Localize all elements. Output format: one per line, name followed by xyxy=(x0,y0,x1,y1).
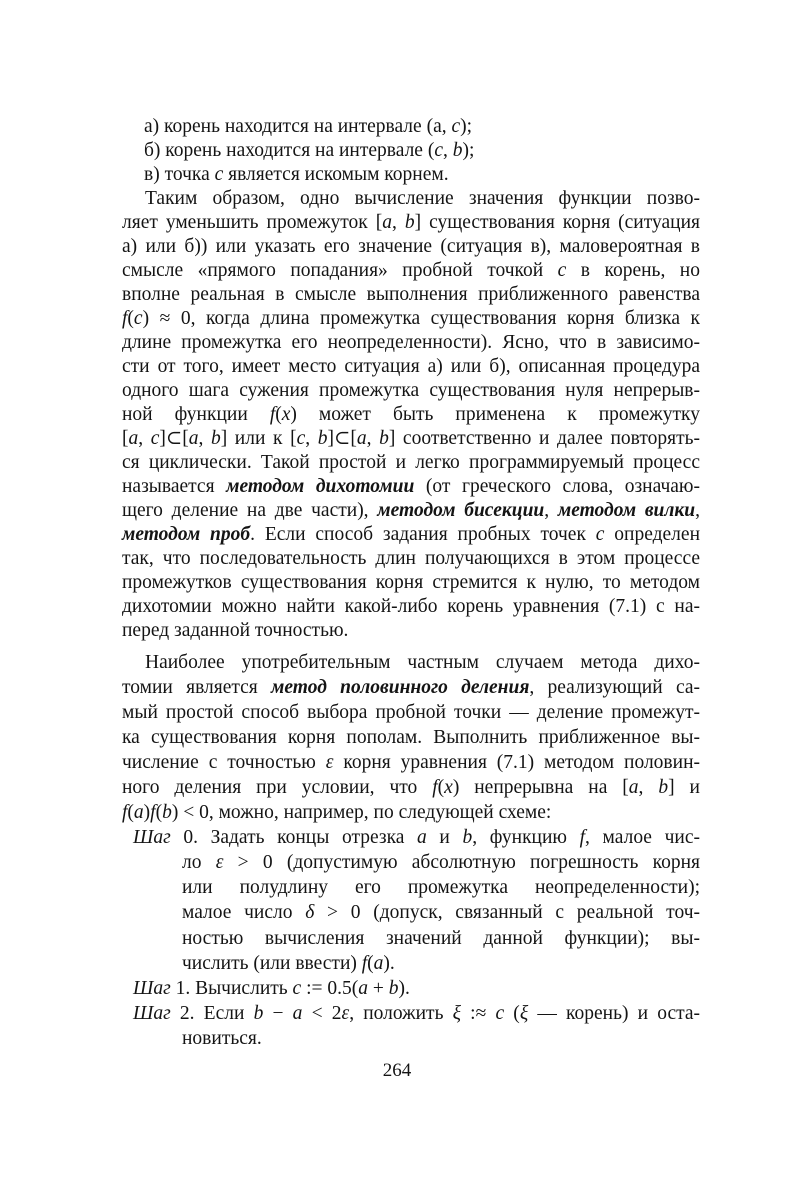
text-line xyxy=(122,355,700,379)
math-symbol: b xyxy=(462,827,473,849)
text-run: Таким образом, одно вычисление значения функции позво- xyxy=(145,188,700,209)
text-run: , xyxy=(138,428,151,449)
text-line xyxy=(122,427,700,451)
text-run: смысле «прямого попадания» пробной точкой xyxy=(122,260,558,281)
text-run: малое число xyxy=(182,902,306,924)
math-symbol: a xyxy=(373,952,384,974)
text-run: ( xyxy=(127,308,134,329)
text-run: < 2 xyxy=(302,1002,342,1024)
text-line xyxy=(122,775,700,800)
text-line xyxy=(122,523,700,547)
text-run: := 0.5( xyxy=(301,977,359,999)
text-run: 2. Если xyxy=(170,1002,254,1024)
text-run: ка существования корня пополам. Выполнить приближенное вы- xyxy=(122,727,700,749)
text-run: в корень, но xyxy=(566,260,700,281)
text-line xyxy=(122,800,700,825)
math-symbol: b xyxy=(452,140,463,161)
text-run: , xyxy=(443,140,453,161)
text-run: ); xyxy=(462,140,475,161)
math-symbol: f xyxy=(269,404,276,425)
text-line xyxy=(122,163,700,187)
math-symbol: f xyxy=(361,952,368,974)
text-run: сти от того, имеет место ситуация а) или б), описанная процедура xyxy=(122,356,700,377)
math-symbol: b xyxy=(379,428,389,449)
text-line xyxy=(122,211,700,235)
text-run: , малое чис- xyxy=(585,827,700,849)
text-run: , xyxy=(305,428,318,449)
text-run: и xyxy=(426,827,463,849)
text-run: , положить xyxy=(349,1002,453,1024)
text-run: , xyxy=(544,500,558,521)
text-run: ( xyxy=(155,802,163,824)
text-run: ] существования корня (ситуация xyxy=(414,212,700,233)
text-line xyxy=(122,451,700,475)
text-line xyxy=(122,675,700,700)
math-symbol: ξ xyxy=(519,1002,529,1024)
emphasized-term: методом бисекции xyxy=(377,500,545,521)
text-line xyxy=(122,307,700,331)
text-line xyxy=(122,900,700,925)
math-symbol: ε xyxy=(325,752,334,774)
text-run: вполне реальная в смысле выполнения приближенного равенства xyxy=(122,284,700,305)
emphasized-term: метод половинного деления xyxy=(271,677,530,699)
text-run: а) или б)) или указать его значение (ситуация в), маловероятная в xyxy=(122,236,700,257)
emphasized-term: методом вилки xyxy=(557,500,696,521)
text-line xyxy=(122,850,700,875)
math-symbol: ε xyxy=(215,852,224,874)
text-run: , xyxy=(695,500,700,521)
math-symbol: c xyxy=(292,977,302,999)
text-run: одного шага сужения промежутка существования нуля непрерыв- xyxy=(122,380,700,401)
text-run: является искомым корнем. xyxy=(223,164,449,185)
text-line xyxy=(122,825,700,850)
text-line xyxy=(122,235,700,259)
text-run: ( xyxy=(367,952,374,974)
text-run: ) < 0, можно, например, по следующей схеме: xyxy=(171,802,552,824)
text-line xyxy=(122,283,700,307)
text-run: . Если способ задания пробных точек xyxy=(250,524,596,545)
text-run: ( xyxy=(127,802,134,824)
text-run: а) корень находится на интервале ( xyxy=(144,116,434,137)
math-symbol: ξ xyxy=(452,1002,462,1024)
text-line xyxy=(122,499,700,523)
text-run: ся циклически. Такой простой и легко программируемый процесс xyxy=(122,452,700,473)
math-symbol: ε xyxy=(341,1002,350,1024)
text-run: [ xyxy=(122,428,129,449)
math-symbol: x xyxy=(444,777,453,799)
text-line xyxy=(122,259,700,283)
text-run: ) непрерывна на [ xyxy=(452,777,629,799)
math-symbol: f xyxy=(122,802,128,824)
text-run: ); xyxy=(460,116,473,137)
math-symbol: c xyxy=(557,260,567,281)
math-symbol: Шаг xyxy=(133,827,171,849)
text-line xyxy=(122,475,700,499)
text-run: :≈ xyxy=(461,1002,496,1024)
text-run: ]⊂[ xyxy=(327,428,357,449)
emphasized-term: методом проб xyxy=(122,524,251,545)
text-line xyxy=(122,595,700,619)
text-run: перед заданной точностью. xyxy=(122,620,349,641)
math-symbol: a xyxy=(382,212,392,233)
text-run: − xyxy=(263,1002,293,1024)
emphasized-term: методом дихотомии xyxy=(226,476,415,497)
text-line xyxy=(122,547,700,571)
text-run: , xyxy=(441,116,452,137)
page-number: 264 xyxy=(382,1060,412,1081)
text-run: ло xyxy=(182,852,216,874)
text-run: промежутков существования корня стремится к нулю, то методом xyxy=(122,572,700,593)
text-run: , xyxy=(198,428,211,449)
math-symbol: a xyxy=(628,777,639,799)
math-symbol: c xyxy=(595,524,605,545)
text-run: числение с точностью xyxy=(122,752,326,774)
text-run: ] соответственно и далее повторять- xyxy=(388,428,700,449)
math-symbol: c xyxy=(150,428,160,449)
text-line xyxy=(122,619,700,643)
text-run: 0. Задать концы отрезка xyxy=(170,827,418,849)
math-symbol: b xyxy=(210,428,221,449)
text-run: так, что последовательность длин получающихся в этом процессе xyxy=(122,548,700,569)
math-symbol: f xyxy=(150,802,156,824)
text-run: a xyxy=(433,116,442,137)
text-run: ной функции xyxy=(122,404,270,425)
math-symbol: b xyxy=(317,428,328,449)
text-line xyxy=(122,403,700,427)
math-symbol: a xyxy=(133,802,144,824)
text-run: , функцию xyxy=(472,827,580,849)
text-run: ляет уменьшить промежуток [ xyxy=(122,212,383,233)
text-run: новиться. xyxy=(182,1027,262,1049)
text-run: ) ≈ 0, когда длина промежутка существования корня близка к xyxy=(142,308,700,329)
paragraph-block-bisection xyxy=(122,650,700,1051)
text-run: числить (или ввести) xyxy=(182,952,362,974)
math-symbol: a xyxy=(292,1002,303,1024)
text-run: 1. Вычислить xyxy=(170,977,293,999)
text-line xyxy=(122,951,700,976)
text-run: > 0 (допустимую абсолютную погрешность корня xyxy=(223,852,700,874)
math-symbol: c xyxy=(495,1002,505,1024)
text-run: томии является xyxy=(122,677,272,699)
text-line xyxy=(122,571,700,595)
math-symbol: x xyxy=(281,404,291,425)
text-run: — корень) и оста- xyxy=(528,1002,701,1024)
text-line xyxy=(122,187,700,211)
text-line xyxy=(122,650,700,675)
text-run: + xyxy=(368,977,389,999)
math-symbol: a xyxy=(128,428,139,449)
text-run: ). xyxy=(383,952,395,974)
text-run: Наиболее употребительным частным случаем метода дихо- xyxy=(145,652,700,673)
math-symbol: a xyxy=(356,428,367,449)
math-symbol: a xyxy=(188,428,199,449)
math-symbol: c xyxy=(296,428,306,449)
math-symbol: a xyxy=(358,977,368,999)
math-symbol: f xyxy=(122,308,128,329)
text-run: > 0 (допуск, связанный с реальной точ- xyxy=(314,902,700,924)
text-run: в) точка xyxy=(144,164,215,185)
paragraph-block-dichotomy xyxy=(122,115,700,643)
text-line xyxy=(122,331,700,355)
math-symbol: c xyxy=(133,308,143,329)
math-symbol: f xyxy=(432,777,438,799)
text-run: ] или к [ xyxy=(220,428,297,449)
math-symbol: Шаг xyxy=(133,977,171,999)
text-line xyxy=(122,875,700,900)
math-symbol: a xyxy=(417,827,427,849)
text-line xyxy=(122,1001,700,1026)
text-run: ( xyxy=(504,1002,520,1024)
text-run: ностью вычисления значений данной функции); вы- xyxy=(182,927,700,949)
text-run: , xyxy=(366,428,380,449)
text-line xyxy=(122,700,700,725)
text-run: ) xyxy=(143,802,151,824)
text-run: корня уравнения (7.1) методом половин- xyxy=(333,752,700,774)
text-run: ) может быть применена к промежутку xyxy=(290,404,700,425)
math-symbol: f xyxy=(579,827,586,849)
math-symbol: Шаг xyxy=(133,1002,171,1024)
text-run: (от греческого слова, означаю- xyxy=(414,476,700,497)
text-run: ]⊂[ xyxy=(159,428,189,449)
text-run: б) корень находится на интервале ( xyxy=(144,140,435,161)
text-line xyxy=(122,926,700,951)
text-line xyxy=(122,976,700,1001)
text-run: , реализующий са- xyxy=(529,677,700,699)
text-run: или полудлину его промежутка неопределенности); xyxy=(182,877,700,899)
text-line xyxy=(122,115,700,139)
text-run: дихотомии можно найти какой-либо корень уравнения (7.1) с на- xyxy=(122,596,700,617)
text-line xyxy=(122,725,700,750)
text-run: ). xyxy=(398,977,410,999)
text-run: ] и xyxy=(668,777,700,799)
math-symbol: c xyxy=(214,164,224,185)
text-run: ного деления при условии, что xyxy=(122,777,433,799)
math-symbol: b xyxy=(253,1002,264,1024)
math-symbol: b xyxy=(404,212,415,233)
text-run: определен xyxy=(604,524,701,545)
text-run: ( xyxy=(437,777,445,799)
text-line xyxy=(122,139,700,163)
math-symbol: δ xyxy=(305,902,315,924)
math-symbol: c xyxy=(434,140,443,161)
text-run: длине промежутка его неопределенности). Ясно, что в зависимо- xyxy=(122,332,700,353)
text-run: называется xyxy=(122,476,227,497)
math-symbol: b xyxy=(388,977,399,999)
text-line xyxy=(122,379,700,403)
text-line xyxy=(122,750,700,775)
text-run: щего деление на две части), xyxy=(122,500,378,521)
text-run: мый простой способ выбора пробной точки — деление промежут- xyxy=(122,702,700,724)
text-run: , xyxy=(638,777,659,799)
math-symbol: b xyxy=(162,802,172,824)
text-line xyxy=(122,1026,700,1051)
math-symbol: b xyxy=(658,777,669,799)
text-run: , xyxy=(392,212,405,233)
math-symbol: c xyxy=(451,116,461,137)
text-run: ( xyxy=(275,404,282,425)
